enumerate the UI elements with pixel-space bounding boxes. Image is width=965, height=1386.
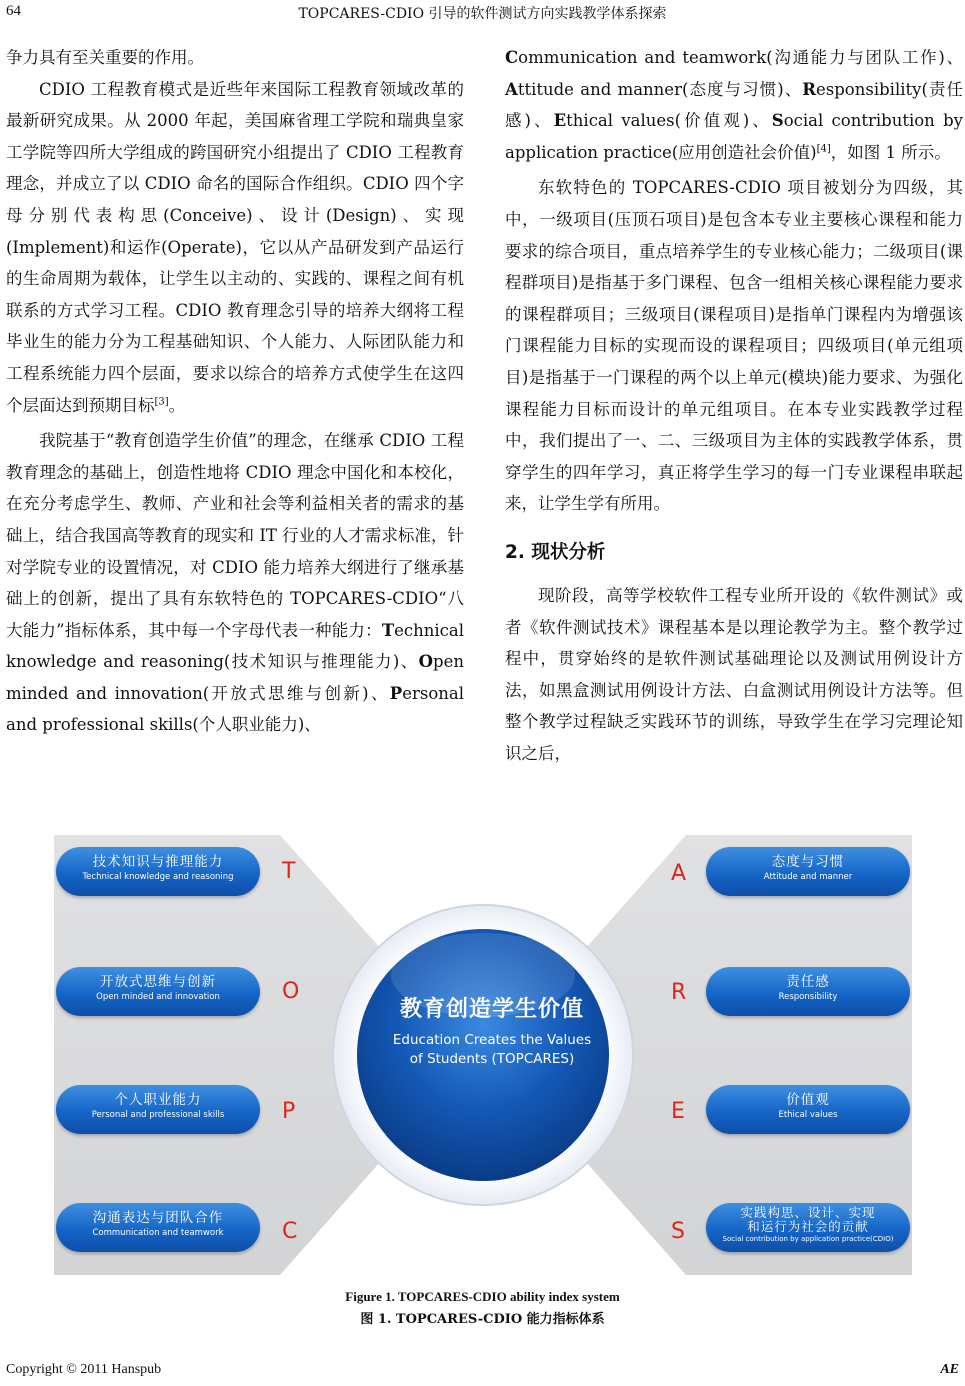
ability-initial: S bbox=[771, 111, 784, 131]
pill-label-en: Personal and professional skills bbox=[91, 1110, 225, 1120]
ability-initial: C bbox=[505, 48, 519, 67]
ability-text: ersonal and professional skills(个人职业能力)、 bbox=[6, 683, 464, 735]
orb-label bbox=[372, 995, 612, 1069]
ability-list-continued bbox=[505, 42, 963, 168]
paragraph-project-levels: 东软特色的 TOPCARES-CDIO 项目被划分为四级，其中，一级项目(压顶石项目)是包含本专业主要核心课程和能力要求的综合项目，重点培养学生的专业核心能力；二级项目(课程群项目)是指基于多门课程、包含一组相关核心课程能力要求的课程群项目；三级项目(课程项目)是指单门课程内为增强该门课程能力目标的实现而设的课程项目；四级项目(单元组项目)是指基于一门课程的两个以上单元(模块)能力要求、为强化课程能力目标而设计的单元组项目。在本专业实践教学过程中，我们提出了一、二、三级项目为主体的实践教学体系，贯穿学生的四年学习，真正将学生学习的每一门专业课程串联起来，让学生学有所用。 bbox=[505, 178, 963, 514]
ability-letter-s: S bbox=[671, 1219, 685, 1244]
pill-label-en: Open minded and innovation bbox=[96, 992, 220, 1002]
pill-label-cn: 责任感 bbox=[786, 974, 830, 990]
running-title: TOPCARES-CDIO 引导的软件测试方向实践教学体系探索 bbox=[298, 6, 667, 22]
section-heading: 2. 现状分析 bbox=[505, 541, 606, 563]
pill-label-cn: 价值观 bbox=[786, 1092, 830, 1108]
ability-pill-a bbox=[706, 847, 910, 896]
ability-letter-o: O bbox=[282, 979, 300, 1004]
left-column bbox=[6, 42, 464, 741]
ability-pill-o bbox=[56, 967, 260, 1016]
ability-text: ommunication and teamwork(沟通能力与团队工作)、 bbox=[518, 48, 963, 67]
ability-pill-e bbox=[706, 1085, 910, 1134]
ability-initial: T bbox=[381, 620, 395, 640]
orb-label-en-line2: of Students (TOPCARES) bbox=[409, 1051, 575, 1067]
paragraph-cdio-intro bbox=[6, 74, 464, 422]
ability-initial: P bbox=[389, 683, 403, 703]
pill-label-cn: 态度与习惯 bbox=[771, 854, 845, 870]
citation-3: [3] bbox=[154, 396, 169, 408]
copyright: Copyright © 2011 Hanspub bbox=[6, 1362, 162, 1377]
pill-label-en: Communication and teamwork bbox=[92, 1228, 224, 1238]
ability-letter-t: T bbox=[282, 859, 296, 884]
ability-letter-r: R bbox=[671, 980, 687, 1005]
ability-text: ocial contribution by application practice(应用创造社会价值) bbox=[505, 111, 963, 162]
pill-label-cn: 开放式思维与创新 bbox=[100, 974, 216, 990]
ability-letter-e: E bbox=[671, 1099, 685, 1124]
page-header bbox=[0, 0, 965, 30]
figure-caption-en: Figure 1. TOPCARES-CDIO ability index system bbox=[345, 1289, 620, 1304]
pill-label-cn-line1: 实践构思、设计、实现 bbox=[740, 1205, 876, 1220]
ability-pill-p bbox=[56, 1085, 260, 1134]
pill-label-en: Ethical values bbox=[778, 1110, 838, 1120]
ability-letter-c: C bbox=[282, 1219, 298, 1244]
ability-pill-t bbox=[56, 847, 260, 896]
orb-label-en-line1: Education Creates the Values bbox=[392, 1032, 592, 1048]
paragraph-cdio-intro-end: 。 bbox=[168, 395, 186, 415]
topcares-figure bbox=[54, 835, 912, 1275]
pill-label-cn: 个人职业能力 bbox=[114, 1092, 202, 1108]
pill-label-cn: 沟通表达与团队合作 bbox=[92, 1210, 224, 1226]
paragraph-current-status: 现阶段，高等学校软件工程专业所开设的《软件测试》或者《软件测试技术》课程基本是以理论教学为主。整个教学过程中，贯穿始终的是软件测试基础理论以及测试用例设计方法，如黑盒测试用例设计方法、白盒测试用例设计方法等。但整个教学过程缺乏实践环节的训练，导致学生在学习完理论知识之后， bbox=[505, 585, 963, 763]
pill-label-en: Technical knowledge and reasoning bbox=[82, 872, 234, 882]
page-footer bbox=[0, 1362, 965, 1382]
pill-label-en: Responsibility bbox=[778, 992, 838, 1002]
ability-initial: A bbox=[505, 79, 518, 99]
orb-label-cn: 教育创造学生价值 bbox=[399, 997, 584, 1022]
paragraph-topcares-intro-text: 我院基于“教育创造学生价值”的理念，在继承 CDIO 工程教育理念的基础上，创造性地将 CDIO 理念中国化和本校化，在充分考虑学生、教师、产业和社会等利益相关者的需求的基础上，结合我国高等教育的现实和 IT 行业的人才需求标准，针对学院专业的设置情况，对 CDIO 能力培养大纲进行了继承基础上的创新，提出了具有东软特色的 TOPCARES-CDIO“八大能力”指标体系，其中每一个字母代表一种能力： bbox=[6, 431, 464, 640]
ability-list-end: ，如图 1 所示。 bbox=[830, 142, 951, 162]
ability-item bbox=[554, 111, 772, 130]
ability-text: esponsibility(责任感)、 bbox=[505, 79, 963, 131]
ability-pill-s bbox=[706, 1203, 910, 1252]
orb-label-en bbox=[372, 1031, 612, 1069]
ability-pill-r bbox=[706, 967, 910, 1016]
pill-label-cn: 技术知识与推理能力 bbox=[92, 854, 224, 870]
ability-letter-p: P bbox=[282, 1099, 296, 1124]
pill-label-en: Social contribution by application practice(CDIO) bbox=[722, 1235, 894, 1243]
ability-letter-a: A bbox=[671, 861, 687, 886]
ability-text: thical values(价值观)、 bbox=[566, 111, 772, 131]
ability-initial: O bbox=[418, 652, 434, 672]
paragraph-topcares-intro bbox=[6, 425, 464, 741]
citation-4: [4] bbox=[816, 143, 831, 155]
ability-item bbox=[505, 80, 802, 99]
figure-caption-cn: 图 1. TOPCARES-CDIO 能力指标体系 bbox=[360, 1312, 605, 1327]
pill-label-cn-line2: 和运行为社会的贡献 bbox=[747, 1219, 869, 1234]
ability-pill-c bbox=[56, 1203, 260, 1252]
journal-abbrev: AE bbox=[940, 1362, 959, 1377]
page-number: 64 bbox=[6, 3, 21, 19]
ability-initial: E bbox=[553, 111, 567, 131]
ability-initial: R bbox=[802, 79, 816, 99]
ability-text: echnical knowledge and reasoning(技术知识与推理能力)、 bbox=[6, 620, 464, 672]
ability-text: ttitude and manner(态度与习惯)、 bbox=[517, 79, 803, 99]
right-column bbox=[505, 42, 963, 769]
paragraph-cdio-intro-text: CDIO 工程教育模式是近些年来国际工程教育领域改革的最新研究成果。从 2000 年起，美国麻省理工学院和瑞典皇家工学院等四所大学组成的跨国研究小组提出了 CDIO 工程教育理念，并成立了以 CDIO 命名的国际合作组织。CDIO 四个字母分别代表构思(Conceive)、设计(Design)、实现(Implement)和运作(Operate)，它以从产品研发到产品运行的生命周期为载体，让学生以主动的、实践的、课程之间有机联系的方式学习工程。CDIO 教育理念引导的培养大纲将工程毕业生的能力分为工程基础知识、个人能力、人际团队能力和工程系统能力四个层面，要求以综合的培养方式使学生在这四个层面达到预期目标 bbox=[6, 79, 464, 415]
ability-text: pen minded and innovation(开放式思维与创新)、 bbox=[6, 652, 464, 703]
ability-item bbox=[505, 48, 963, 67]
paragraph-1: 争力具有至关重要的作用。 bbox=[6, 48, 204, 67]
pill-label-en: Attitude and manner bbox=[763, 872, 853, 882]
